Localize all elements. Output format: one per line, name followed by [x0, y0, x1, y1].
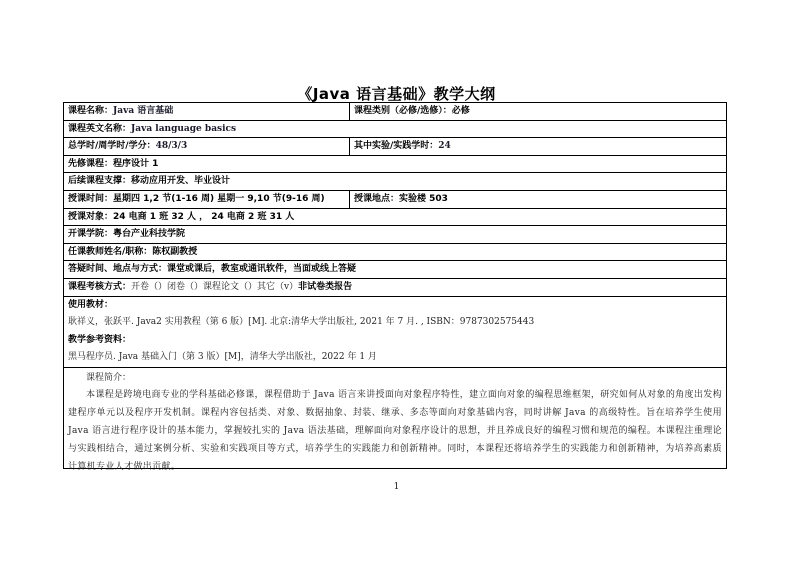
row-hours	[64, 138, 726, 156]
teacher-label: 任课教师姓名/职称：	[68, 246, 153, 257]
follow-up-label: 后续课程支撑：	[68, 176, 132, 187]
assessment-cell	[64, 279, 726, 296]
schedule-label: 授课时间：	[68, 193, 114, 204]
lab-hours-label: 其中实验/实践学时：	[354, 141, 439, 152]
teacher-value: 陈权副教授	[152, 246, 198, 257]
page-number: 1	[393, 482, 400, 492]
qa-cell	[64, 261, 726, 278]
prerequisite-cell	[64, 156, 726, 173]
location-value: 实验楼 503	[399, 193, 448, 204]
course-name-label: 课程名称：	[68, 106, 114, 116]
follow-up-value: 移动应用开发、毕业设计	[131, 176, 231, 187]
audience-label: 授课对象：	[68, 211, 114, 222]
audience-cell	[64, 209, 726, 226]
references-label: 教学参考资料：	[68, 334, 132, 345]
course-type-value: 必修	[451, 106, 470, 116]
row-teacher	[64, 244, 726, 262]
qa-label: 答疑时间、地点与方式：	[68, 264, 168, 275]
row-textbooks	[64, 297, 726, 368]
intro-heading: 课程简介：	[86, 372, 132, 383]
prerequisite-label: 先修课程：	[68, 158, 114, 169]
textbook-value: 耿祥义，张跃平. Java2 实用教程（第 6 版）[M]. 北京:清华大学出版社, 2021 年 7 月. , ISBN：9787302575443	[68, 317, 535, 328]
teacher-cell	[64, 244, 726, 261]
syllabus-table	[63, 102, 727, 472]
follow-up-cell	[64, 173, 726, 190]
course-type-cell	[350, 103, 726, 120]
textbooks-cell	[64, 297, 726, 367]
intro-body: 本课程是跨境电商专业的学科基础必修课，课程借助于 Java 语言来讲授面向对象程序特性，建立面向对象的编程思维框架，研究如何从对象的角度出发构建程序单元以及程序开发机制。课程内容包括类、对象、数据抽象、封装、继承、多态等面向对象基础内容，同时讲解 Java 的高级特性。旨在培养学生使用 Java 语言进行程序设计的基本能力，掌握较扎实的 Java 语法基础，理解面向对象程序设计的思想，并且养成良好的编程习惯和规范的编程。本课程注重理论与实践相结合，通过案例分析、实验和实践项目等方式，培养学生的实践能力和创新精神。同时，本课程还将培养学生的实践能力和创新精神，为培养高素质计算机专业人才做出贡献。	[68, 390, 722, 472]
college-cell	[64, 226, 726, 243]
hours-value: 48/3/3	[155, 141, 188, 152]
intro-cell	[64, 368, 726, 472]
prerequisite-value: 程序设计 1	[113, 158, 159, 169]
hours-cell	[64, 138, 350, 155]
references-value: 黑马程序员. Java 基础入门（第 3 版）[M]，清华大学出版社，2022 年 1 月	[68, 352, 377, 363]
document-title: 《Java 语言基础》教学大纲	[297, 85, 496, 103]
row-prerequisite	[64, 156, 726, 174]
row-qa	[64, 261, 726, 279]
schedule-value: 星期四 1,2 节(1-16 周) 星期一 9,10 节(9-16 周)	[113, 193, 325, 204]
lab-hours-cell	[350, 138, 726, 155]
english-name-cell	[64, 121, 726, 138]
row-audience	[64, 209, 726, 227]
assessment-label: 课程考核方式：	[68, 281, 132, 292]
english-name-value: Java language basics	[131, 123, 237, 134]
row-college	[64, 226, 726, 244]
college-value: 粤台产业科技学院	[113, 229, 186, 240]
row-course-name	[64, 103, 726, 121]
row-intro	[64, 368, 726, 472]
course-name-value: Java 语言基础	[113, 106, 174, 116]
row-follow-up	[64, 173, 726, 191]
college-label: 开课学院：	[68, 229, 114, 240]
textbook-label: 使用教材：	[68, 299, 114, 310]
course-type-label: 课程类别（必修/选修）：	[354, 106, 452, 116]
english-name-label: 课程英文名称：	[68, 123, 132, 134]
row-english-name	[64, 121, 726, 139]
course-name-cell	[64, 103, 350, 120]
audience-value: 24 电商 1 班 32 人 ， 24 电商 2 班 31 人	[113, 211, 295, 222]
row-schedule	[64, 191, 726, 209]
qa-value: 课堂或课后，教室或通讯软件，当面或线上答疑	[167, 264, 357, 275]
assessment-options: 开卷（）闭卷（）课程论文（）其它（v）	[131, 281, 299, 292]
hours-label: 总学时/周学时/学分：	[68, 141, 156, 152]
row-assessment	[64, 279, 726, 297]
location-label: 授课地点：	[354, 193, 400, 204]
schedule-cell	[64, 191, 350, 208]
lab-hours-value: 24	[438, 141, 451, 152]
assessment-value: 非试卷类报告	[298, 281, 353, 292]
location-cell	[350, 191, 726, 208]
